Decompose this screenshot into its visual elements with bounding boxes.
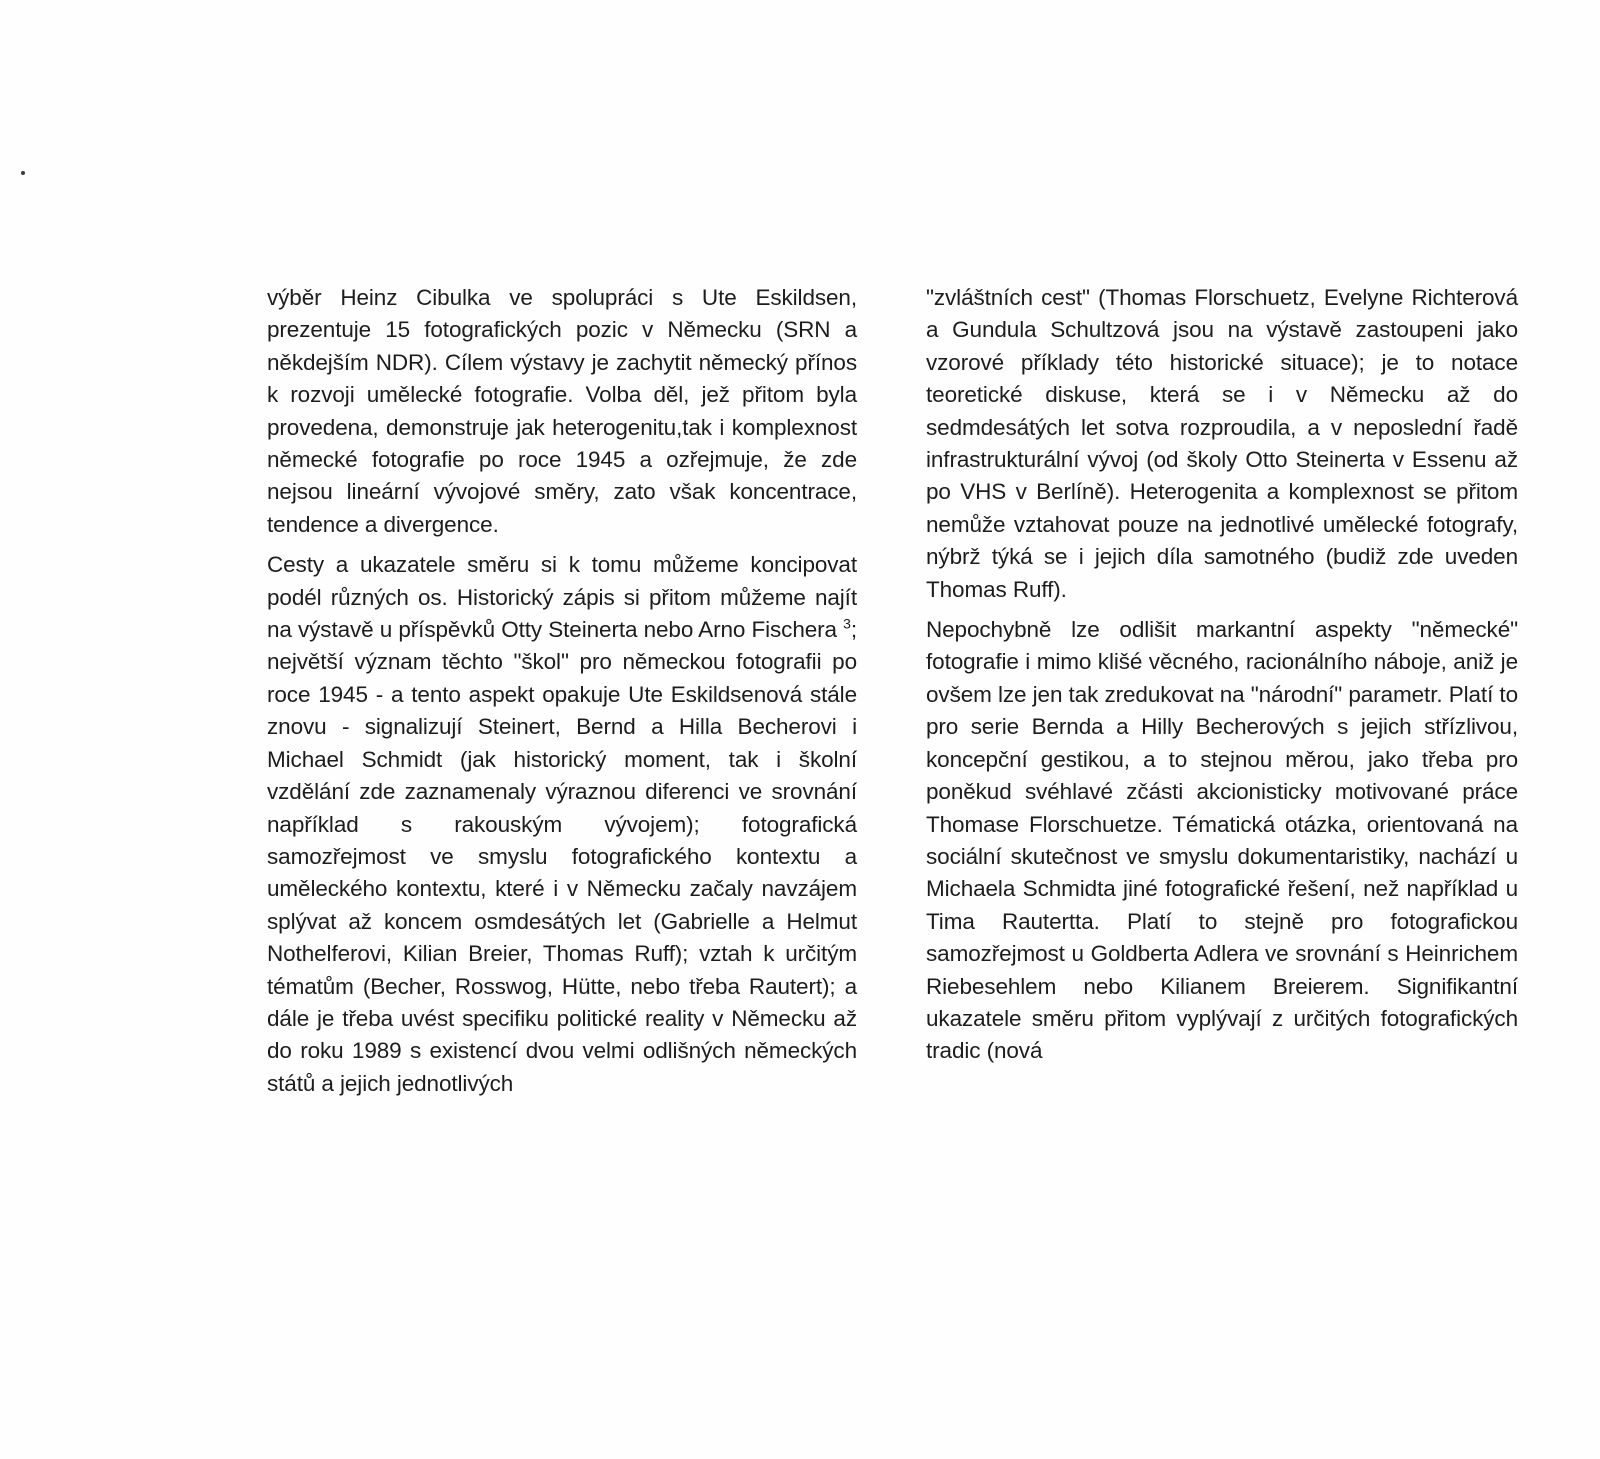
right-paragraph-1: "zvláštních cest" (Thomas Florschuetz, Evelyne Richterová a Gundula Schultzová jsou na výstavě zastoupeni jako vzorové příklady této historické situace); je to notace teoretické diskuse, která se i v Německu až do sedmdesátých let sotva rozproudila, a v neposlední řadě infrastrukturální vývoj (od školy Otto Steinerta v Essenu až po VHS v Berlíně). Heterogenita a komplexnost se přitom nemůže vztahovat pouze na jednotlivé umělecké fotografy, nýbrž týká se i jejich díla samotného (budiž zde uveden Thomas Ruff).	[926, 285, 1518, 602]
left-paragraph-2-text-b: ; největší význam těchto "škol" pro německou fotografii po roce 1945 - a tento aspekt opakuje Ute Eskildsenová stále znovu - signalizují Steinert, Bernd a Hilla Becherovi i Michael Schmidt (jak historický moment, tak i školní vzdělání zde zaznamenaly výraznou diferenci ve srovnání například s rakouským vývojem); fotografická samozřejmost ve smyslu fotografického kontextu a uměleckého kontextu, které i v Německu začaly navzájem splývat až koncem osmdesátých let (Gabrielle a Helmut Nothelferovi, Kilian Breier, Thomas Ruff); vztah k určitým tématům (Becher, Rosswog, Hütte, nebo třeba Rautert); a dále je třeba uvést specifiku politické reality v Německu až do roku 1989 s existencí dvou velmi odlišných německých států a jejich jednotlivých	[267, 617, 857, 1096]
left-paragraph-2	[267, 549, 857, 1100]
right-text-column	[926, 282, 1518, 1076]
left-text-column	[267, 282, 857, 1108]
left-paragraph-2-text-a: Cesty a ukazatele směru si k tomu můžeme koncipovat podél různých os. Historický zápis si přitom můžeme najít na výstavě u příspěvků Otty Steinerta nebo Arno Fischera	[267, 552, 857, 643]
paper-speck	[21, 171, 25, 175]
footnote-marker: 3	[843, 615, 851, 632]
right-paragraph-2: Nepochybně lze odlišit markantní aspekty "německé" fotografie i mimo klišé věcného, racionálního náboje, aniž je ovšem lze jen tak zredukovat na "národní" parametr. Platí to pro serie Bernda a Hilly Becherových s jejich střízlivou, koncepční gestikou, a to stejnou měrou, jako třeba pro poněkud svéhlavé zčásti akcionisticky motivované práce Thomase Florschuetze. Tématická otázka, orientovaná na sociální skutečnost ve smyslu dokumentaristiky, nachází u Michaela Schmidta jiné fotografické řešení, než například u Tima Rautertta. Platí to stejně pro fotografickou samozřejmost u Goldberta Adlera ve srovnání s Heinrichem Riebesehlem nebo Kilianem Breierem. Signifikantní ukazatele směru přitom vyplývají z určitých fotografických tradic (nová	[926, 617, 1518, 1064]
left-paragraph-1: výběr Heinz Cibulka ve spolupráci s Ute Eskildsen, prezentuje 15 fotografických pozic v Německu (SRN a někdejším NDR). Cílem výstavy je zachytit německý přínos k rozvoji umělecké fotografie. Volba děl, jež přitom byla provedena, demonstruje jak heterogenitu,tak i komplexnost německé fotografie po roce 1945 a ozřejmuje, že zde nejsou lineární vývojové směry, zato však koncentrace, tendence a divergence.	[267, 285, 857, 537]
